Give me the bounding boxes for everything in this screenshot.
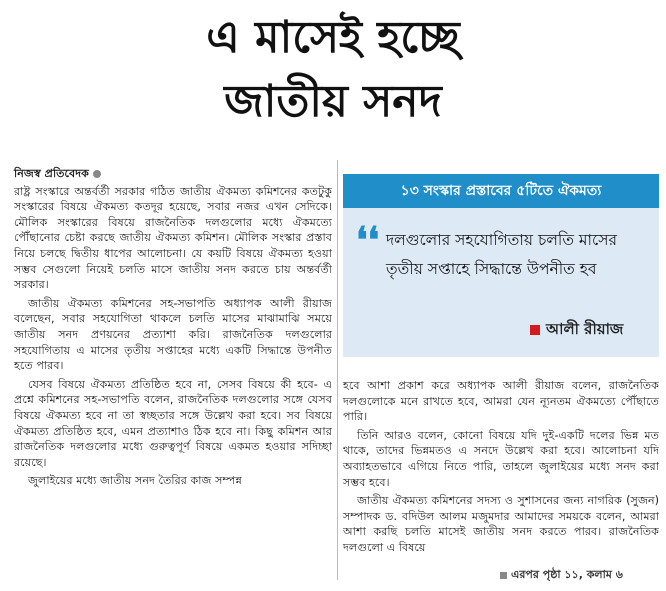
left-column xyxy=(14,166,332,492)
continuation-note: এরপর পৃষ্ঠা ১১, কলাম ৬ xyxy=(500,566,623,585)
column-divider xyxy=(337,160,338,580)
quote-box-title: ১৩ সংস্কার প্রস্তাবের ৫টিতে ঐকমত্য xyxy=(343,174,659,208)
right-column xyxy=(343,378,659,559)
continuation-marker-icon xyxy=(500,572,507,579)
author-marker-icon xyxy=(530,325,540,335)
paragraph: যেসব বিষয়ে ঐকমত্য প্রতিষ্ঠিত হবে না, সেসব বিষয়ে কী হবে- এ প্রশ্নে কমিশনের সহ-সভাপতি বলেন, রাজনৈতিক দলগুলোর সঙ্গে যেসব বিষয়ে ঐকমত্য হবে না তা স্বচ্ছতার সঙ্গে উল্লেখ করা হবে। সব বিষয়ে ঐকমত্য প্রতিষ্ঠিত হবে, এমন প্রত্যাশাও ঠিক হবে না। কিছু কমিশন আর রাজনৈতিক দলগুলোর মধ্যে গুরুত্বপূর্ণ বিষয়ে একমত হওয়ার সদিচ্ছা রয়েছে। xyxy=(14,377,332,469)
pull-quote: দলগুলোর সহযোগিতায় চলতি মাসের তৃতীয় সপ্তাহে সিদ্ধান্তে উপনীত হব xyxy=(386,231,617,278)
paragraph: তিনি আরও বলেন, কোনো বিষয়ে যদি দুই-একটি দলের ভিন্ন মত থাকে, তাদের ভিন্নমতও এ সনদে উল্লেখ করা হবে। আলোচনা যদি অব্যাহতভাবে এগিয়ে নিতে পারি, তাহলে জুলাইয়ের মধ্যে সনদ করা সম্ভব হবে। xyxy=(343,428,659,489)
paragraph: জাতীয় ঐকমত্য কমিশনের সহ-সভাপতি অধ্যাপক আলী রীয়াজ বলেছেন, সবার সহযোগিতা থাকলে চলতি মাসের মাঝামাঝি সময়ে জাতীয় সনদ প্রণয়নের প্রত্যাশা করি। রাজনৈতিক দলগুলোর সহযোগিতায় এ মাসের তৃতীয় সপ্তাহের মধ্যে একটি সিদ্ধান্তে উপনীত হতে পারব। xyxy=(14,296,332,373)
quote-author: আলী রীয়াজ xyxy=(530,318,623,343)
byline: নিজস্ব প্রতিবেদক xyxy=(14,166,332,182)
paragraph: হবে আশা প্রকাশ করে অধ্যাপক আলী রীয়াজ বলেন, রাজনৈতিক দলগুলোকে মনে রাখতে হবে, আমরা যেন ন্যূনতম ঐকমত্যে পৌঁছাতে পারি। xyxy=(343,379,659,424)
headline xyxy=(0,6,666,134)
byline-dot-icon xyxy=(93,170,101,178)
headline-line-1: এ মাসেই হচ্ছে xyxy=(206,12,460,63)
paragraph: জাতীয় ঐকমত্য কমিশনের সদস্য ও সুশাসনের জন্য নাগরিক (সুজন) সম্পাদক ড. বদিউল আলম মজুমদার আমাদের সময়কে বলেন, আমরা আশা করছি চলতি মাসেই জাতীয় সনদ করতে পারব। রাজনৈতিক দলগুলো এ বিষয়ে xyxy=(343,494,659,554)
quote-mark-icon: ❛❛ xyxy=(356,219,380,261)
headline-line-2: জাতীয় সনদ xyxy=(224,76,442,127)
paragraph: রাষ্ট্র সংস্কারে অন্তর্বর্তী সরকার গঠিত জাতীয় ঐকমত্য কমিশনের কতটুকু সংস্কারের বিষয়ে ঐকমত্য কতদূর হয়েছে, সবার নজর এখন সেদিকে। মৌলিক সংস্কারের বিষয়ে রাজনৈতিক দলগুলোর মধ্যে ঐকমত্যে পৌঁছানোর চেষ্টা করছে জাতীয় ঐকমত্য কমিশন। মৌলিক সংস্কার প্রস্তাব নিয়ে চলছে দ্বিতীয় ধাপের আলোচনা। যে কয়টি বিষয়ে ঐকমত্য হওয়া সম্ভব সেগুলো নিয়েই চলতি মাসে জাতীয় সনদ করতে চায় অন্তর্বর্তী সরকার। xyxy=(14,184,332,292)
paragraph: জুলাইয়ের মধ্যে জাতীয় সনদ তৈরির কাজ সম্পন্ন xyxy=(28,474,242,488)
